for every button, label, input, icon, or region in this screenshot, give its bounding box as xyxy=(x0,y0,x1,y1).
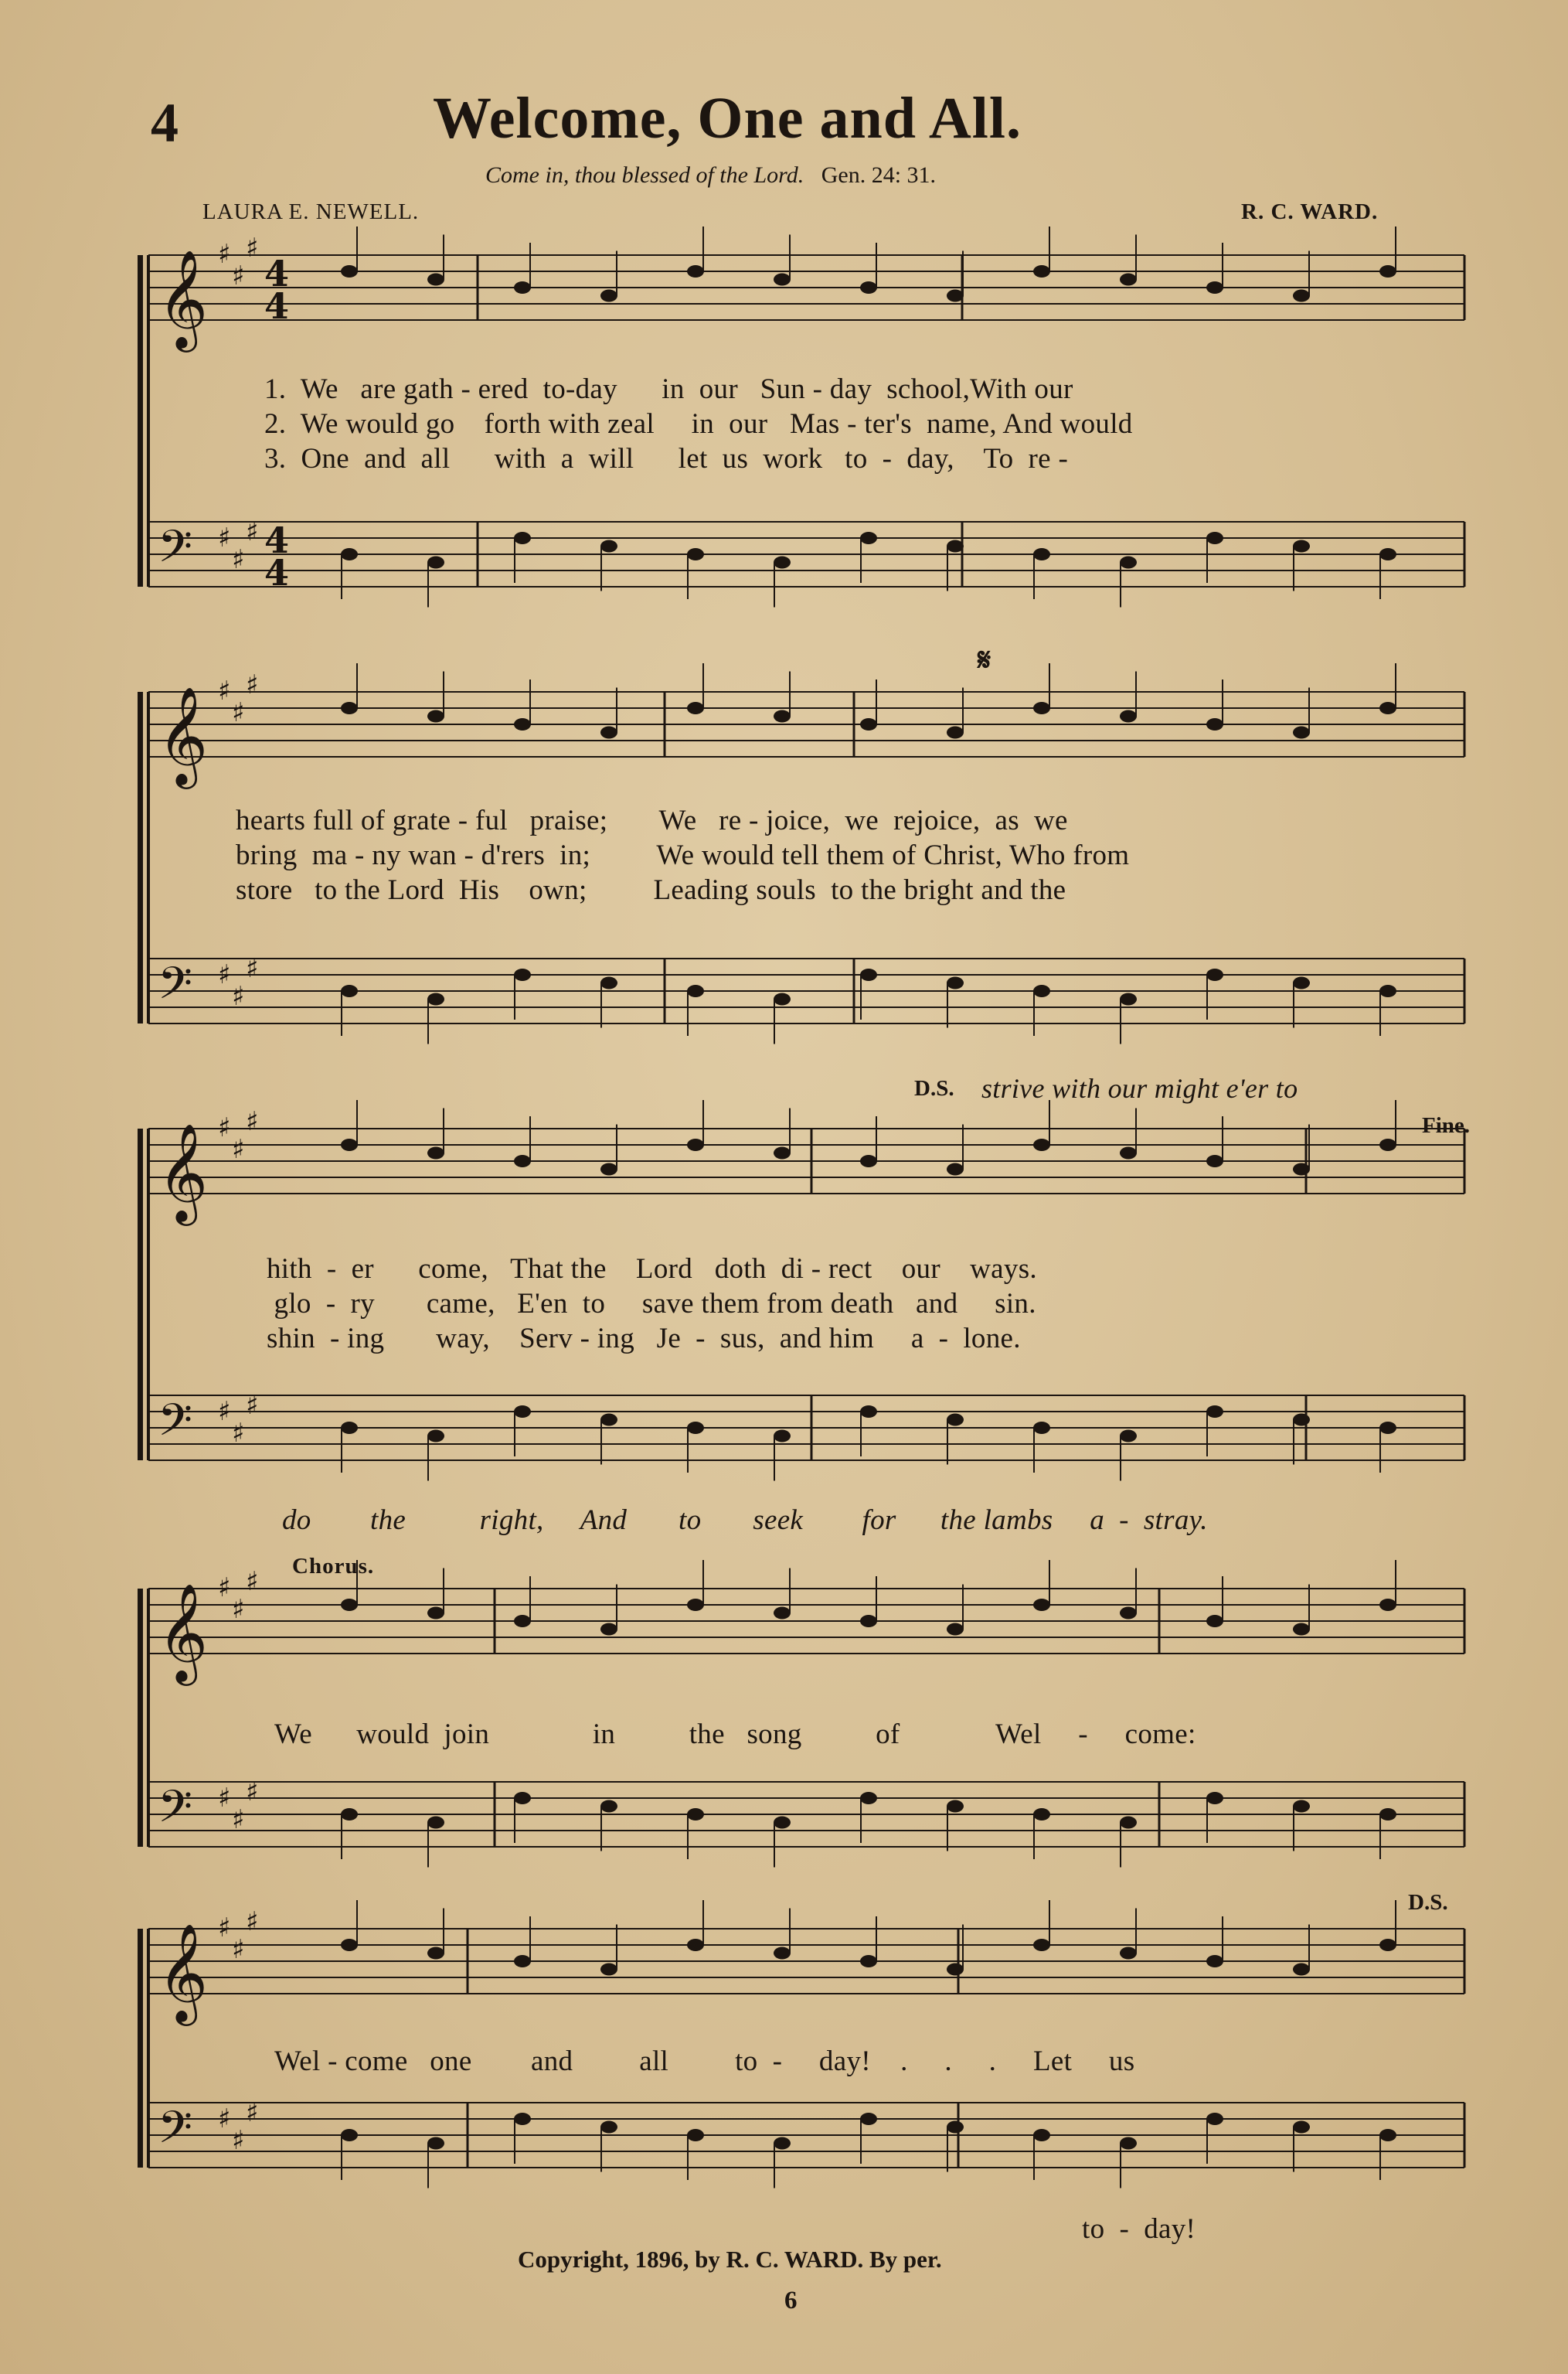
note-head-icon xyxy=(1293,2121,1310,2134)
note-head-icon xyxy=(341,1139,358,1151)
system2-verse3: store to the Lord His own; Leading souls to the bright and the xyxy=(236,874,1066,906)
system-brace xyxy=(138,1129,143,1460)
note-head-icon xyxy=(1293,1163,1310,1176)
treble-clef-icon: 𝄞 xyxy=(158,249,209,348)
note-head-icon xyxy=(774,1607,791,1620)
sharp-icon: ♯ xyxy=(218,1912,231,1943)
note-head-icon xyxy=(947,1623,964,1636)
note-head-icon xyxy=(1379,265,1396,278)
note-head-icon xyxy=(600,1964,617,1976)
note-head-icon xyxy=(600,540,617,553)
page-number: 6 xyxy=(784,2287,798,2314)
note-head-icon xyxy=(427,274,444,286)
note-head-icon xyxy=(687,702,704,714)
sharp-icon: ♯ xyxy=(218,1396,231,1427)
note-head-icon xyxy=(947,540,964,553)
note-head-icon xyxy=(1206,1615,1223,1627)
sharp-icon: ♯ xyxy=(246,1390,259,1421)
note-head-icon xyxy=(947,1800,964,1813)
note-head-icon xyxy=(1379,548,1396,560)
note-head-icon xyxy=(341,2129,358,2141)
note-head-icon xyxy=(1379,1599,1396,1611)
note-head-icon xyxy=(860,281,877,294)
note-head-icon xyxy=(427,993,444,1006)
sharp-icon: ♯ xyxy=(246,669,259,700)
note-head-icon xyxy=(427,1817,444,1829)
time-signature-numerator: 4 xyxy=(264,253,290,295)
sharp-icon: ♯ xyxy=(246,1776,259,1807)
note-head-icon xyxy=(687,1139,704,1151)
note-head-icon xyxy=(687,1939,704,1951)
copyright-notice: Copyright, 1896, by R. C. WARD. By per. xyxy=(518,2246,942,2273)
ds-words-line: do the right, And to seek for the lambs a - stray. xyxy=(282,1504,1208,1536)
segno-sign: 𝄋 xyxy=(978,642,991,677)
note-head-icon xyxy=(1206,1955,1223,1967)
note-head-icon xyxy=(774,1947,791,1960)
note-head-icon xyxy=(1120,1817,1137,1829)
note-head-icon xyxy=(427,1430,444,1442)
note-head-icon xyxy=(1293,977,1310,989)
sharp-icon: ♯ xyxy=(218,676,231,707)
note-head-icon xyxy=(1120,557,1137,569)
sharp-icon: ♯ xyxy=(218,1783,231,1814)
note-head-icon xyxy=(1120,993,1137,1006)
note-head-icon xyxy=(514,969,531,981)
note-head-icon xyxy=(341,1422,358,1434)
treble-clef-icon: 𝄞 xyxy=(158,686,209,785)
note-head-icon xyxy=(687,1599,704,1611)
bass-clef-icon: 𝄢 xyxy=(158,1394,193,1457)
note-head-icon xyxy=(774,1817,791,1829)
note-head-icon xyxy=(1033,2129,1050,2141)
note-head-icon xyxy=(600,1623,617,1636)
note-head-icon xyxy=(1120,1147,1137,1160)
sharp-icon: ♯ xyxy=(232,1934,245,1965)
note-head-icon xyxy=(1206,1792,1223,1804)
note-head-icon xyxy=(341,265,358,278)
note-head-icon xyxy=(947,290,964,302)
note-head-icon xyxy=(860,2113,877,2125)
sharp-icon: ♯ xyxy=(218,2103,231,2134)
note-head-icon xyxy=(1120,2137,1137,2150)
note-head-icon xyxy=(1379,702,1396,714)
note-head-icon xyxy=(514,718,531,731)
note-head-icon xyxy=(341,702,358,714)
scripture-reference: Gen. 24: 31. xyxy=(821,162,937,188)
note-head-icon xyxy=(774,710,791,723)
note-head-icon xyxy=(1120,274,1137,286)
sharp-icon: ♯ xyxy=(246,1906,259,1937)
sharp-icon: ♯ xyxy=(232,1594,245,1625)
note-head-icon xyxy=(341,1939,358,1951)
hymn-number: 4 xyxy=(151,92,179,154)
note-head-icon xyxy=(860,1155,877,1167)
sharp-icon: ♯ xyxy=(232,1804,245,1835)
note-head-icon xyxy=(1033,265,1050,278)
treble-clef-icon: 𝄞 xyxy=(158,1122,209,1221)
note-head-icon xyxy=(774,557,791,569)
note-head-icon xyxy=(1033,702,1050,714)
sharp-icon: ♯ xyxy=(232,697,245,728)
note-head-icon xyxy=(341,985,358,997)
composer-credit: R. C. WARD. xyxy=(1241,199,1379,224)
sharp-icon: ♯ xyxy=(218,523,231,553)
note-head-icon xyxy=(860,1405,877,1418)
system-brace xyxy=(138,255,143,587)
chorus-line2-bass-words: to - day! xyxy=(1082,2213,1196,2245)
note-head-icon xyxy=(947,977,964,989)
bass-clef-icon: 𝄢 xyxy=(158,520,193,584)
treble-clef-icon: 𝄞 xyxy=(158,1582,209,1681)
sharp-icon: ♯ xyxy=(232,544,245,575)
note-head-icon xyxy=(1033,1139,1050,1151)
note-head-icon xyxy=(514,2113,531,2125)
sharp-icon: ♯ xyxy=(232,261,245,291)
sharp-icon: ♯ xyxy=(218,239,231,270)
note-head-icon xyxy=(947,1964,964,1976)
note-head-icon xyxy=(687,265,704,278)
note-head-icon xyxy=(1033,985,1050,997)
note-head-icon xyxy=(514,1155,531,1167)
sharp-icon: ♯ xyxy=(218,1572,231,1603)
sharp-icon: ♯ xyxy=(232,1134,245,1165)
note-head-icon xyxy=(1293,1800,1310,1813)
note-head-icon xyxy=(600,290,617,302)
note-head-icon xyxy=(1379,1422,1396,1434)
note-head-icon xyxy=(774,2137,791,2150)
ds-line-top: strive with our might e'er to xyxy=(981,1073,1298,1104)
note-head-icon xyxy=(1120,1430,1137,1442)
note-head-icon xyxy=(427,2137,444,2150)
sharp-icon: ♯ xyxy=(246,2097,259,2128)
system-brace xyxy=(138,692,143,1024)
note-head-icon xyxy=(427,557,444,569)
note-head-icon xyxy=(947,2121,964,2134)
note-head-icon xyxy=(1033,1939,1050,1951)
time-signature-denominator: 4 xyxy=(264,552,290,594)
note-head-icon xyxy=(1033,1422,1050,1434)
sharp-icon: ♯ xyxy=(246,516,259,547)
note-head-icon xyxy=(514,1955,531,1967)
author-credit: LAURA E. NEWELL. xyxy=(202,199,420,224)
sharp-icon: ♯ xyxy=(246,233,259,264)
note-head-icon xyxy=(860,718,877,731)
note-head-icon xyxy=(1293,540,1310,553)
chorus-line1: We would join in the song of Wel - come: xyxy=(274,1718,1196,1750)
note-head-icon xyxy=(1379,2129,1396,2141)
note-head-icon xyxy=(600,977,617,989)
chorus-line2: Wel - come one and all to - day! . . . Let us xyxy=(274,2045,1135,2077)
system1-verse2: 2. We would go forth with zeal in our Mas - ter's name, And would xyxy=(264,408,1133,440)
system3-verse2: glo - ry came, E'en to save them from death and sin. xyxy=(267,1288,1036,1320)
fine-marking: Fine. xyxy=(1422,1113,1471,1138)
note-head-icon xyxy=(427,710,444,723)
note-head-icon xyxy=(1206,1405,1223,1418)
note-head-icon xyxy=(687,985,704,997)
note-head-icon xyxy=(1120,1947,1137,1960)
note-head-icon xyxy=(1379,985,1396,997)
sharp-icon: ♯ xyxy=(232,1418,245,1449)
note-head-icon xyxy=(600,727,617,739)
note-head-icon xyxy=(1206,1155,1223,1167)
note-head-icon xyxy=(1293,1964,1310,1976)
note-head-icon xyxy=(860,1792,877,1804)
note-head-icon xyxy=(600,1800,617,1813)
sharp-icon: ♯ xyxy=(246,1566,259,1597)
note-head-icon xyxy=(341,548,358,560)
system1-verse1: 1. We are gath - ered to-day in our Sun - day school,With our xyxy=(264,373,1073,405)
note-head-icon xyxy=(1293,1623,1310,1636)
chorus-label: Chorus. xyxy=(292,1554,375,1579)
sharp-icon: ♯ xyxy=(218,959,231,990)
hymn-title: Welcome, One and All. xyxy=(433,86,1022,151)
sharp-icon: ♯ xyxy=(232,981,245,1012)
note-head-icon xyxy=(774,1147,791,1160)
sharp-icon: ♯ xyxy=(232,2125,245,2156)
note-head-icon xyxy=(1033,548,1050,560)
note-head-icon xyxy=(1206,2113,1223,2125)
note-head-icon xyxy=(1033,1599,1050,1611)
note-head-icon xyxy=(514,1405,531,1418)
note-head-icon xyxy=(1293,1414,1310,1426)
system-brace xyxy=(138,1929,143,2168)
note-head-icon xyxy=(860,969,877,981)
bass-clef-icon: 𝄢 xyxy=(158,1780,193,1844)
system2-verse2: bring ma - ny wan - d'rers in; We would tell them of Christ, Who from xyxy=(236,840,1130,871)
note-head-icon xyxy=(774,1430,791,1442)
note-head-icon xyxy=(1379,1939,1396,1951)
note-head-icon xyxy=(860,532,877,544)
note-head-icon xyxy=(947,1414,964,1426)
note-head-icon xyxy=(1120,710,1137,723)
sharp-icon: ♯ xyxy=(218,1112,231,1143)
note-head-icon xyxy=(514,281,531,294)
note-head-icon xyxy=(514,1615,531,1627)
system3-verse1: hith - er come, That the Lord doth di - rect our ways. xyxy=(267,1253,1037,1285)
scripture-quote: Come in, thou blessed of the Lord. xyxy=(485,162,804,188)
note-head-icon xyxy=(947,1163,964,1176)
note-head-icon xyxy=(1206,969,1223,981)
note-head-icon xyxy=(860,1615,877,1627)
note-head-icon xyxy=(947,727,964,739)
note-head-icon xyxy=(1293,727,1310,739)
note-head-icon xyxy=(600,1414,617,1426)
note-head-icon xyxy=(1379,1139,1396,1151)
note-head-icon xyxy=(774,274,791,286)
note-head-icon xyxy=(1120,1607,1137,1620)
note-head-icon xyxy=(341,1599,358,1611)
bass-clef-icon: 𝄢 xyxy=(158,957,193,1020)
note-head-icon xyxy=(600,2121,617,2134)
note-head-icon xyxy=(774,993,791,1006)
note-head-icon xyxy=(341,1808,358,1821)
note-head-icon xyxy=(1379,1808,1396,1821)
note-head-icon xyxy=(687,548,704,560)
bass-clef-icon: 𝄢 xyxy=(158,2101,193,2165)
note-head-icon xyxy=(1206,532,1223,544)
sharp-icon: ♯ xyxy=(246,1106,259,1137)
note-head-icon xyxy=(1206,718,1223,731)
note-head-icon xyxy=(687,1808,704,1821)
time-signature-numerator: 4 xyxy=(264,519,290,561)
note-head-icon xyxy=(600,1163,617,1176)
note-head-icon xyxy=(1033,1808,1050,1821)
treble-clef-icon: 𝄞 xyxy=(158,1923,209,2021)
time-signature-denominator: 4 xyxy=(264,285,290,327)
system3-verse3: shin - ing way, Serv - ing Je - sus, and him a - lone. xyxy=(267,1323,1021,1354)
note-head-icon xyxy=(1293,290,1310,302)
note-head-icon xyxy=(860,1955,877,1967)
ds-label-bottom: D.S. xyxy=(1408,1890,1448,1915)
system1-verse3: 3. One and all with a will let us work to - day, To re - xyxy=(264,443,1069,475)
note-head-icon xyxy=(1206,281,1223,294)
note-head-icon xyxy=(687,1422,704,1434)
ds-label-top: D.S. xyxy=(914,1076,954,1101)
system-brace xyxy=(138,1589,143,1847)
note-head-icon xyxy=(514,532,531,544)
note-head-icon xyxy=(514,1792,531,1804)
note-head-icon xyxy=(427,1147,444,1160)
note-head-icon xyxy=(687,2129,704,2141)
note-head-icon xyxy=(427,1607,444,1620)
sharp-icon: ♯ xyxy=(246,953,259,984)
note-head-icon xyxy=(427,1947,444,1960)
system2-verse1: hearts full of grate - ful praise; We re - joice, we rejoice, as we xyxy=(236,805,1068,836)
